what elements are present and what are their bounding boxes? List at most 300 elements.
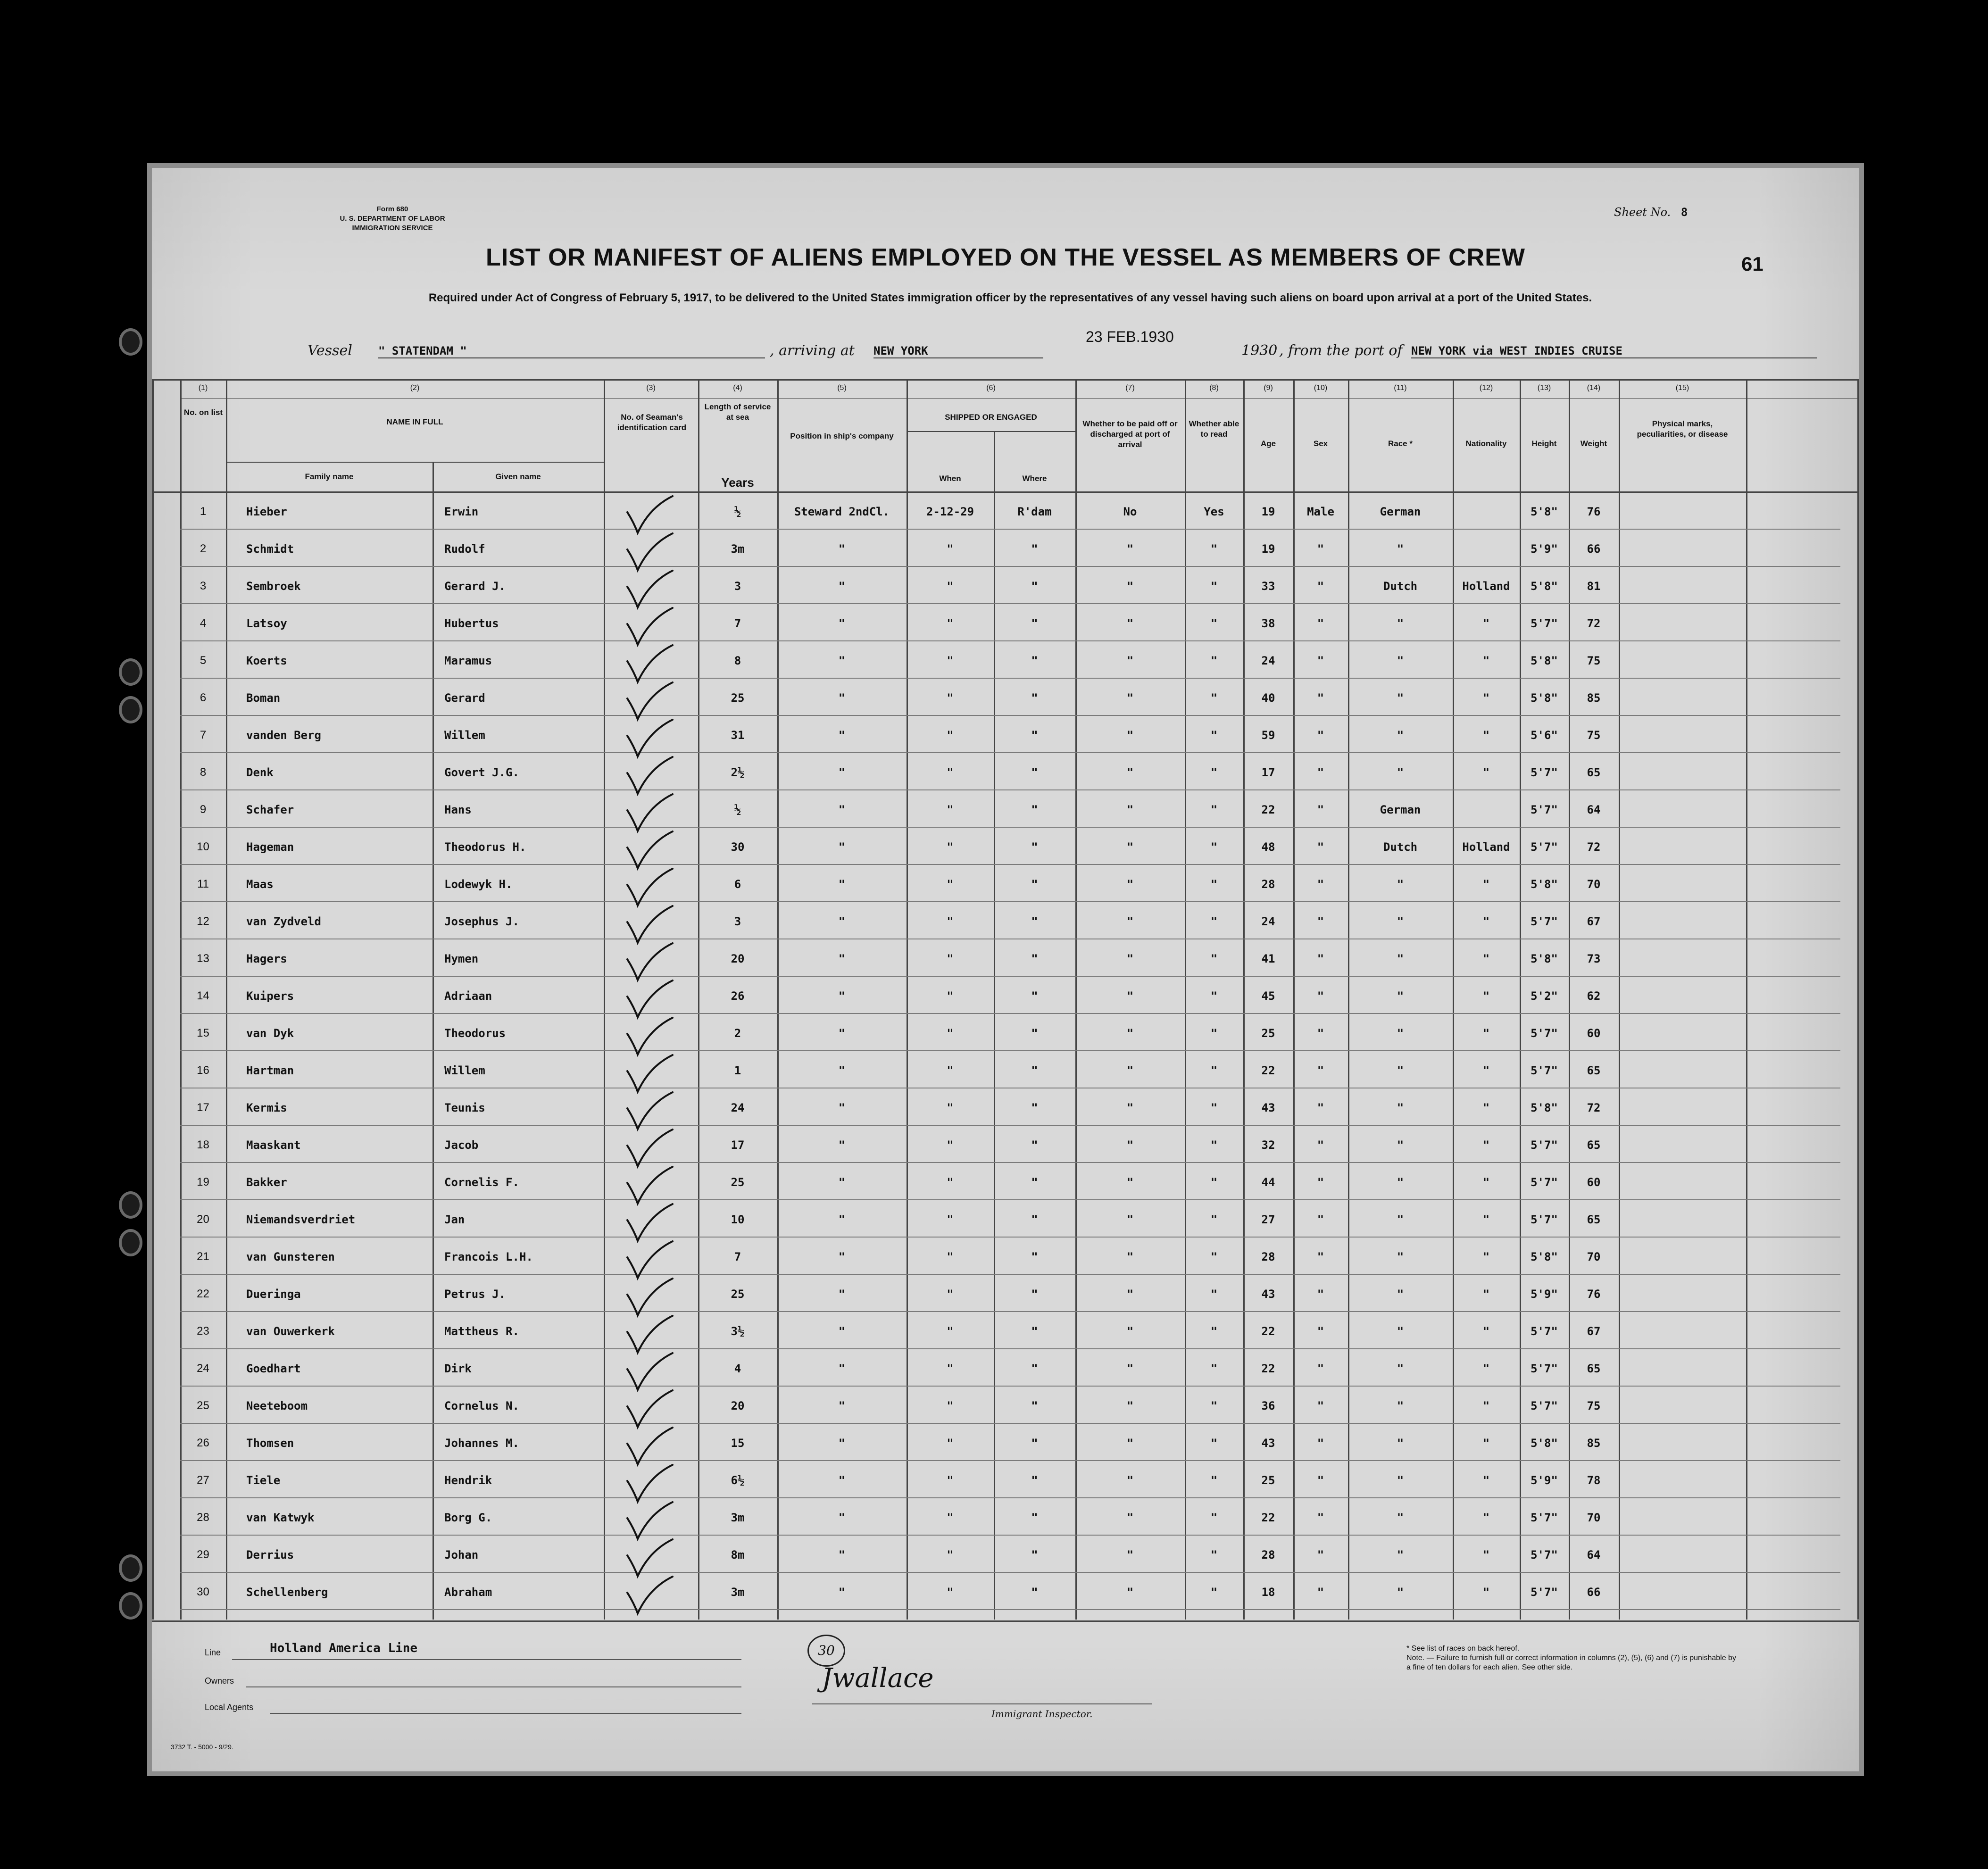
nationality: " xyxy=(1482,1101,1490,1114)
engaged-where: " xyxy=(1031,1399,1038,1412)
height: 5'8" xyxy=(1531,1250,1558,1263)
age: 22 xyxy=(1261,1362,1275,1375)
checkmark-icon xyxy=(624,1052,675,1095)
col12-number: (12) xyxy=(1479,384,1493,392)
height: 5'7" xyxy=(1531,1399,1558,1412)
given-name: Theodorus xyxy=(444,1027,506,1040)
height: 5'7" xyxy=(1531,1027,1558,1040)
row-rule xyxy=(180,1237,1840,1238)
paid-off: " xyxy=(1126,729,1134,742)
sex: " xyxy=(1317,1176,1324,1189)
engaged-when: " xyxy=(947,729,954,742)
family-name: Thomsen xyxy=(246,1437,294,1450)
race: " xyxy=(1397,654,1404,667)
position: " xyxy=(838,1101,846,1114)
paid-off: " xyxy=(1126,803,1134,816)
position: " xyxy=(838,1064,846,1077)
given-name: Gerard xyxy=(444,691,485,705)
header-rule xyxy=(180,398,1857,399)
weight: 81 xyxy=(1587,580,1601,593)
race: " xyxy=(1397,542,1404,556)
given-name: Dirk xyxy=(444,1362,472,1375)
height: 5'7" xyxy=(1531,1064,1558,1077)
weight: 67 xyxy=(1587,915,1601,928)
height: 5'2" xyxy=(1531,989,1558,1003)
race: Dutch xyxy=(1383,840,1418,854)
age: 18 xyxy=(1261,1586,1275,1599)
row-number: 1 xyxy=(200,505,207,518)
engaged-when: " xyxy=(947,1548,954,1562)
row-number: 8 xyxy=(200,766,207,779)
sex: " xyxy=(1317,1511,1324,1524)
given-name: Hubertus xyxy=(444,617,499,630)
service-name: IMMIGRATION SERVICE xyxy=(352,224,433,232)
weight: 64 xyxy=(1587,803,1601,816)
age: 41 xyxy=(1261,952,1275,965)
position: " xyxy=(838,729,846,742)
given-name: Willem xyxy=(444,729,485,742)
service-length: 10 xyxy=(731,1213,745,1226)
age: 22 xyxy=(1261,1325,1275,1338)
height: 5'8" xyxy=(1531,691,1558,705)
family-name: Latsoy xyxy=(246,617,287,630)
checkmark-icon xyxy=(624,1089,675,1132)
paid-off: " xyxy=(1126,580,1134,593)
position: " xyxy=(838,1027,846,1040)
able-to-read: " xyxy=(1210,1176,1218,1189)
paid-off: " xyxy=(1126,915,1134,928)
position: " xyxy=(838,840,846,854)
paid-off: " xyxy=(1126,1027,1134,1040)
able-to-read: " xyxy=(1210,878,1218,891)
nationality: " xyxy=(1482,1027,1490,1040)
footer-note xyxy=(1406,1644,1737,1672)
row-rule xyxy=(180,1274,1840,1275)
weight: 72 xyxy=(1587,840,1601,854)
checkmark-icon xyxy=(624,903,675,946)
race-note: * See list of races on back hereof. xyxy=(1406,1645,1520,1653)
sex: " xyxy=(1317,1288,1324,1301)
race: German xyxy=(1380,803,1421,816)
age: 27 xyxy=(1261,1213,1275,1226)
col13-heading: Height xyxy=(1531,439,1557,448)
race: " xyxy=(1397,1437,1404,1450)
owners-underline xyxy=(246,1686,741,1687)
race: " xyxy=(1397,1250,1404,1263)
position: " xyxy=(838,1325,846,1338)
position: " xyxy=(838,989,846,1003)
column-divider xyxy=(226,379,227,1620)
row-number: 4 xyxy=(200,617,207,630)
given-name: Teunis xyxy=(444,1101,485,1114)
owners-label: Owners xyxy=(205,1676,234,1686)
row-number: 9 xyxy=(200,803,207,816)
age: 44 xyxy=(1261,1176,1275,1189)
requirement-text: Required under Act of Congress of February 5, 1917, to be delivered to the United States immigration officer by the representatives of any vessel having such aliens on board upon arrival at a port of the United States. xyxy=(428,291,1592,304)
race: " xyxy=(1397,1176,1404,1189)
position: " xyxy=(838,803,846,816)
position: " xyxy=(838,1250,846,1263)
service-length: 30 xyxy=(731,840,745,854)
row-rule xyxy=(180,1535,1840,1536)
paid-off: " xyxy=(1126,1250,1134,1263)
paid-off: " xyxy=(1126,1325,1134,1338)
weight: 75 xyxy=(1587,1399,1601,1412)
header-rule xyxy=(226,462,604,463)
checkmark-icon xyxy=(624,568,675,610)
race: " xyxy=(1397,1213,1404,1226)
service-length: 6½ xyxy=(731,1474,745,1487)
paid-off: " xyxy=(1126,542,1134,556)
family-name: Niemandsverdriet xyxy=(246,1213,356,1226)
service-length: 1 xyxy=(734,1064,741,1077)
position: " xyxy=(838,952,846,965)
nationality: " xyxy=(1482,1213,1490,1226)
row-number: 30 xyxy=(197,1586,209,1598)
engaged-where: " xyxy=(1031,1288,1038,1301)
weight: 70 xyxy=(1587,1511,1601,1524)
engaged-when: " xyxy=(947,878,954,891)
position: " xyxy=(838,617,846,630)
family-name: Kuipers xyxy=(246,989,294,1003)
able-to-read: " xyxy=(1210,729,1218,742)
age: 24 xyxy=(1261,915,1275,928)
sex: " xyxy=(1317,617,1324,630)
col13-number: (13) xyxy=(1537,384,1551,392)
col7-number: (7) xyxy=(1125,384,1135,392)
engaged-when: " xyxy=(947,1064,954,1077)
row-rule xyxy=(180,1125,1840,1126)
family-name: Tiele xyxy=(246,1474,281,1487)
family-name: Derrius xyxy=(246,1548,294,1562)
family-name: Hageman xyxy=(246,840,294,854)
column-divider xyxy=(1619,379,1620,1620)
age: 28 xyxy=(1261,1250,1275,1263)
col9-number: (9) xyxy=(1264,384,1273,392)
given-name: Lodewyk H. xyxy=(444,878,513,891)
sex: " xyxy=(1317,1250,1324,1263)
height: 5'8" xyxy=(1531,1101,1558,1114)
row-rule xyxy=(180,864,1840,865)
engaged-when: " xyxy=(947,1362,954,1375)
race: " xyxy=(1397,1064,1404,1077)
weight: 67 xyxy=(1587,1325,1601,1338)
height: 5'8" xyxy=(1531,580,1558,593)
col4-heading: Length of service at sea xyxy=(704,402,771,422)
family-name: Dueringa xyxy=(246,1288,301,1301)
service-length: 25 xyxy=(731,1176,745,1189)
row-number: 17 xyxy=(197,1101,209,1114)
height: 5'9" xyxy=(1531,542,1558,556)
height: 5'7" xyxy=(1531,803,1558,816)
weight: 65 xyxy=(1587,1064,1601,1077)
col6-heading: SHIPPED OR ENGAGED xyxy=(945,413,1037,422)
able-to-read: " xyxy=(1210,1586,1218,1599)
given-name-heading: Given name xyxy=(495,472,541,481)
family-name: Hagers xyxy=(246,952,287,965)
able-to-read: " xyxy=(1210,542,1218,556)
able-to-read: " xyxy=(1210,803,1218,816)
position: " xyxy=(838,580,846,593)
col1-number: (1) xyxy=(198,384,208,392)
inspector-signature: Jwallace xyxy=(822,1663,934,1694)
race: " xyxy=(1397,617,1404,630)
able-to-read: " xyxy=(1210,1250,1218,1263)
sex: " xyxy=(1317,691,1324,705)
binder-hole xyxy=(119,1229,142,1256)
family-name: van Zydveld xyxy=(246,915,321,928)
race: " xyxy=(1397,989,1404,1003)
row-rule xyxy=(180,1386,1840,1387)
weight: 72 xyxy=(1587,1101,1601,1114)
engaged-when: " xyxy=(947,1399,954,1412)
paid-off: No xyxy=(1123,505,1137,518)
nationality: " xyxy=(1482,1138,1490,1152)
paid-off: " xyxy=(1126,617,1134,630)
binder-hole xyxy=(119,696,142,723)
service-length: 2 xyxy=(734,1027,741,1040)
nationality: Holland xyxy=(1462,840,1510,854)
family-name: van Gunsteren xyxy=(246,1250,335,1263)
crew-table xyxy=(152,379,1859,1620)
paid-off: " xyxy=(1126,1288,1134,1301)
family-name-heading: Family name xyxy=(305,472,354,481)
sex: " xyxy=(1317,1064,1324,1077)
row-number: 7 xyxy=(200,729,207,741)
paid-off: " xyxy=(1126,952,1134,965)
binder-hole xyxy=(119,328,142,356)
service-length: ½ xyxy=(734,803,741,816)
age: 25 xyxy=(1261,1027,1275,1040)
able-to-read: " xyxy=(1210,1362,1218,1375)
able-to-read: " xyxy=(1210,840,1218,854)
col15-heading: Physical marks, peculiarities, or disease xyxy=(1637,419,1728,439)
weight: 70 xyxy=(1587,1250,1601,1263)
row-number: 10 xyxy=(197,840,209,853)
row-number: 15 xyxy=(197,1027,209,1039)
engaged-when: " xyxy=(947,1325,954,1338)
checkmark-icon xyxy=(624,493,675,536)
age: 33 xyxy=(1261,580,1275,593)
engaged-where: " xyxy=(1031,654,1038,667)
family-name: van Ouwerkerk xyxy=(246,1325,335,1338)
position: " xyxy=(838,1586,846,1599)
row-number: 14 xyxy=(197,989,209,1002)
age: 22 xyxy=(1261,1064,1275,1077)
col14-number: (14) xyxy=(1587,384,1601,392)
height: 5'7" xyxy=(1531,1362,1558,1375)
col4-number: (4) xyxy=(733,384,742,392)
family-name: Maas xyxy=(246,878,274,891)
paid-off: " xyxy=(1126,1474,1134,1487)
given-name: Theodorus H. xyxy=(444,840,526,854)
engaged-where: " xyxy=(1031,1586,1038,1599)
engaged-when: " xyxy=(947,952,954,965)
weight: 65 xyxy=(1587,1213,1601,1226)
paid-off: " xyxy=(1126,691,1134,705)
age: 19 xyxy=(1261,542,1275,556)
nationality: " xyxy=(1482,691,1490,705)
age: 17 xyxy=(1261,766,1275,779)
row-rule xyxy=(180,901,1840,902)
able-to-read: " xyxy=(1210,1325,1218,1338)
family-name: Schellenberg xyxy=(246,1586,328,1599)
age: 22 xyxy=(1261,803,1275,816)
height: 5'7" xyxy=(1531,840,1558,854)
age: 32 xyxy=(1261,1138,1275,1152)
able-to-read: " xyxy=(1210,1399,1218,1412)
service-length: 3 xyxy=(734,580,741,593)
arriving-label: , arriving at xyxy=(770,342,855,359)
given-name: Hans xyxy=(444,803,472,816)
sheet-number-field xyxy=(1614,206,1688,219)
service-length: 31 xyxy=(731,729,745,742)
weight: 85 xyxy=(1587,1437,1601,1450)
family-name: Goedhart xyxy=(246,1362,301,1375)
col8-heading: Whether able to read xyxy=(1189,419,1239,439)
sex: " xyxy=(1317,1474,1324,1487)
row-rule xyxy=(180,1013,1840,1014)
table-border xyxy=(152,379,154,1620)
weight: 76 xyxy=(1587,1288,1601,1301)
position: " xyxy=(838,1511,846,1524)
col14-heading: Weight xyxy=(1580,439,1607,448)
binder-hole xyxy=(119,1592,142,1620)
date-stamp: 23 FEB.1930 xyxy=(1086,328,1174,345)
sheet-number-value: 8 xyxy=(1680,206,1688,219)
row-number: 27 xyxy=(197,1474,209,1487)
manifest-sheet xyxy=(152,168,1859,1771)
form-identifier xyxy=(293,205,491,233)
given-name: Maramus xyxy=(444,654,492,667)
paid-off: " xyxy=(1126,878,1134,891)
row-number: 6 xyxy=(200,691,207,704)
row-number: 3 xyxy=(200,580,207,592)
height: 5'7" xyxy=(1531,766,1558,779)
engaged-when: " xyxy=(947,1288,954,1301)
nationality: Holland xyxy=(1462,580,1510,593)
paid-off: " xyxy=(1126,1213,1134,1226)
service-length: 3m xyxy=(731,542,745,556)
weight: 62 xyxy=(1587,989,1601,1003)
checkmark-icon xyxy=(624,1238,675,1281)
sex: " xyxy=(1317,1399,1324,1412)
height: 5'7" xyxy=(1531,617,1558,630)
col15-number: (15) xyxy=(1675,384,1689,392)
nationality: " xyxy=(1482,1511,1490,1524)
row-number: 2 xyxy=(200,542,207,555)
engaged-when: " xyxy=(947,1027,954,1040)
weight: 75 xyxy=(1587,729,1601,742)
height: 5'8" xyxy=(1531,952,1558,965)
engaged-when: " xyxy=(947,1138,954,1152)
engaged-when: " xyxy=(947,766,954,779)
age: 22 xyxy=(1261,1511,1275,1524)
vessel-name: " STATENDAM " xyxy=(378,344,765,358)
engaged-when: " xyxy=(947,1101,954,1114)
row-number: 21 xyxy=(197,1250,209,1263)
row-rule xyxy=(180,1348,1840,1349)
inspector-label: Immigrant Inspector. xyxy=(991,1708,1093,1719)
nationality: " xyxy=(1482,1250,1490,1263)
vessel-info-line xyxy=(223,328,1826,366)
age: 40 xyxy=(1261,691,1275,705)
race: " xyxy=(1397,1325,1404,1338)
engaged-where: " xyxy=(1031,1101,1038,1114)
engaged-where: " xyxy=(1031,878,1038,891)
nationality: " xyxy=(1482,617,1490,630)
service-length: 3m xyxy=(731,1511,745,1524)
row-rule xyxy=(180,1572,1840,1573)
family-name: Hartman xyxy=(246,1064,294,1077)
weight: 66 xyxy=(1587,542,1601,556)
height: 5'6" xyxy=(1531,729,1558,742)
row-rule xyxy=(180,1050,1840,1051)
checkmark-icon xyxy=(624,866,675,908)
weight: 78 xyxy=(1587,1474,1601,1487)
sex: " xyxy=(1317,989,1324,1003)
where-heading: Where xyxy=(1022,474,1047,483)
sex: Male xyxy=(1307,505,1334,518)
weight: 60 xyxy=(1587,1027,1601,1040)
able-to-read: " xyxy=(1210,989,1218,1003)
engaged-when: " xyxy=(947,580,954,593)
nationality: " xyxy=(1482,1325,1490,1338)
engaged-where: " xyxy=(1031,915,1038,928)
engaged-when: " xyxy=(947,654,954,667)
paid-off: " xyxy=(1126,1586,1134,1599)
column-divider xyxy=(604,379,605,1620)
nationality: " xyxy=(1482,915,1490,928)
given-name: Francois L.H. xyxy=(444,1250,533,1263)
checkmark-icon xyxy=(624,1425,675,1467)
given-name: Abraham xyxy=(444,1586,492,1599)
nationality: " xyxy=(1482,1586,1490,1599)
service-length: 3½ xyxy=(731,1325,745,1338)
able-to-read: " xyxy=(1210,1027,1218,1040)
race: " xyxy=(1397,1362,1404,1375)
checkmark-icon xyxy=(624,829,675,871)
row-number: 13 xyxy=(197,952,209,965)
height: 5'8" xyxy=(1531,505,1558,518)
age: 38 xyxy=(1261,617,1275,630)
row-rule xyxy=(180,789,1840,790)
service-length: 8m xyxy=(731,1548,745,1562)
engaged-where: " xyxy=(1031,840,1038,854)
col5-number: (5) xyxy=(837,384,847,392)
row-number: 22 xyxy=(197,1288,209,1300)
engaged-where: " xyxy=(1031,803,1038,816)
service-length: 20 xyxy=(731,952,745,965)
checkmark-icon xyxy=(624,1350,675,1393)
sex: " xyxy=(1317,915,1324,928)
nationality: " xyxy=(1482,1176,1490,1189)
nationality: " xyxy=(1482,1399,1490,1412)
age: 59 xyxy=(1261,729,1275,742)
checkmark-icon xyxy=(624,605,675,648)
engaged-where: " xyxy=(1031,1548,1038,1562)
sex: " xyxy=(1317,766,1324,779)
able-to-read: " xyxy=(1210,1101,1218,1114)
paid-off: " xyxy=(1126,1548,1134,1562)
paid-off: " xyxy=(1126,1064,1134,1077)
position: " xyxy=(838,915,846,928)
service-length: ½ xyxy=(734,505,741,518)
row-number: 24 xyxy=(197,1362,209,1375)
checkmark-icon xyxy=(624,940,675,983)
position: " xyxy=(838,691,846,705)
line-underline xyxy=(232,1659,741,1660)
